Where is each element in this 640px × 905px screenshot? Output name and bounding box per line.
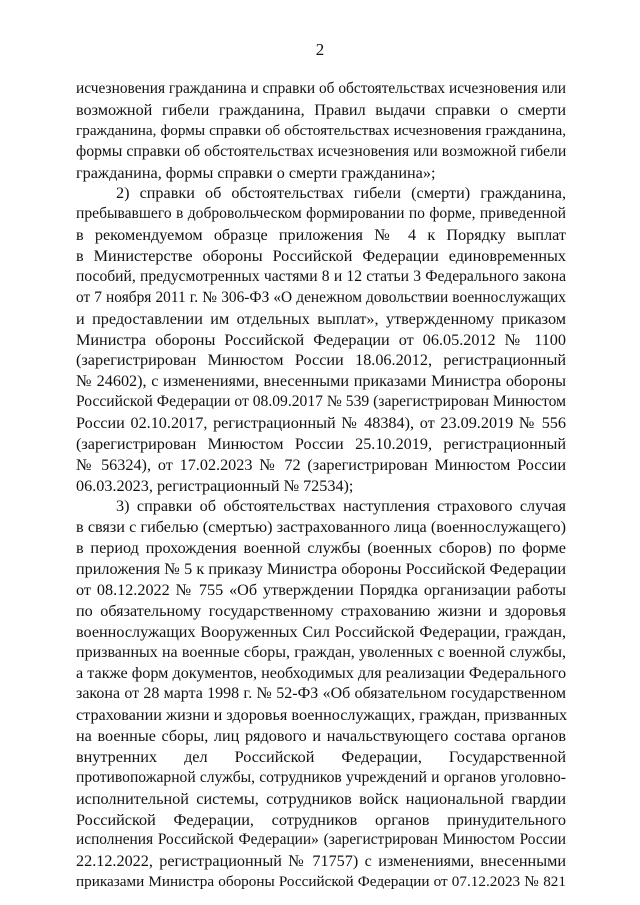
text-line: в Министерстве обороны Российской Федерации единовременных (76, 247, 566, 265)
text-line: от 08.12.2022 № 755 «Об утверждении Порядка организации работы (76, 580, 566, 599)
text-line: гражданина, формы справки о смерти гражданина»; (76, 163, 436, 182)
page-number: 2 (315, 40, 325, 59)
text-line: военнослужащих Вооруженных Сил Российской Федерации, граждан, (76, 622, 566, 641)
text-line: в связи с гибелью (смертью) застрахованного лица (военнослужащего) (76, 518, 566, 537)
paragraph-3-start: 3) справки об обстоятельствах наступления страхового случая (116, 497, 566, 516)
text-line: (зарегистрирован Минюстом России 25.10.2019, регистрационный (76, 434, 566, 453)
text-line: по обязательному государственному страхованию жизни и здоровья (76, 601, 566, 620)
text-line: пособий, предусмотренных частями 8 и 12 статьи 3 Федерального закона (76, 267, 566, 285)
paragraph-2-start: 2) справки об обстоятельствах гибели (смерти) гражданина, (116, 184, 566, 203)
text-line: 22.12.2022, регистрационный № 71757) с изменениями, внесенными (76, 852, 566, 871)
text-line: призванных на военные сборы, граждан, уволенных с военной службы, (76, 643, 566, 661)
text-line: исполнения Российской Федерации» (зарегистрирован Минюстом России (76, 831, 566, 849)
text-line: пребывавшего в добровольческом формировании по форме, приведенной (76, 205, 566, 223)
text-line: возможной гибели гражданина, Правил выдачи справки о смерти (76, 100, 566, 119)
text-line: закона от 28 марта 1998 г. № 52-ФЗ «Об обязательном государственном (76, 685, 566, 703)
text-line: исчезновения гражданина и справки об обстоятельствах исчезновения или (76, 80, 567, 97)
text-line: противопожарной службы, сотрудников учреждений и органов уголовно- (76, 768, 566, 786)
text-line: в период прохождения военной службы (военных сборов) по форме (76, 539, 566, 558)
text-line: гражданина, формы справки об обстоятельствах исчезновения гражданина, (76, 121, 566, 139)
text-line: России 02.10.2017, регистрационный № 48384), от 23.09.2019 № 556 (76, 413, 566, 432)
text-line: приложения № 5 к приказу Министра обороны Российской Федерации (76, 560, 566, 579)
text-line: и предоставлении им отдельных выплат», утвержденному приказом (76, 309, 566, 328)
text-line: Российской Федерации, сотрудников органов принудительного (76, 810, 566, 829)
text-line: № 24602), с изменениями, внесенными приказами Министра обороны (76, 372, 566, 391)
text-line: от 7 ноября 2011 г. № 306-ФЗ «О денежном довольствии военнослужащих (76, 288, 566, 306)
text-line: а также форм документов, необходимых для реализации Федерального (76, 664, 567, 683)
text-line: 06.03.2023, регистрационный № 72534); (76, 476, 354, 495)
text-line: Российской Федерации от 08.09.2017 № 539 (зарегистрирован Минюстом (76, 393, 566, 411)
text-line: исполнительной системы, сотрудников войск национальной гвардии (76, 789, 566, 808)
text-line: № 56324), от 17.02.2023 № 72 (зарегистрирован Минюстом России (76, 455, 566, 474)
text-line: страховании жизни и здоровья военнослужащих, граждан, призванных (76, 706, 568, 725)
text-line: внутренних дел Российской Федерации, Государственной (76, 747, 566, 766)
text-line: (зарегистрирован Минюстом России 18.06.2012, регистрационный (76, 351, 566, 370)
text-line: формы справки об обстоятельствах исчезновения или возможной гибели (76, 142, 567, 160)
text-line: в рекомендуемом образце приложения № 4 к Порядку выплат (76, 226, 566, 245)
text-line: Министра обороны Российской Федерации от 06.05.2012 № 1100 (76, 330, 566, 349)
text-line: приказами Министра обороны Российской Федерации от 07.12.2023 № 821 (76, 873, 566, 891)
text-line: на военные сборы, лиц рядового и начальствующего состава органов (76, 727, 566, 745)
